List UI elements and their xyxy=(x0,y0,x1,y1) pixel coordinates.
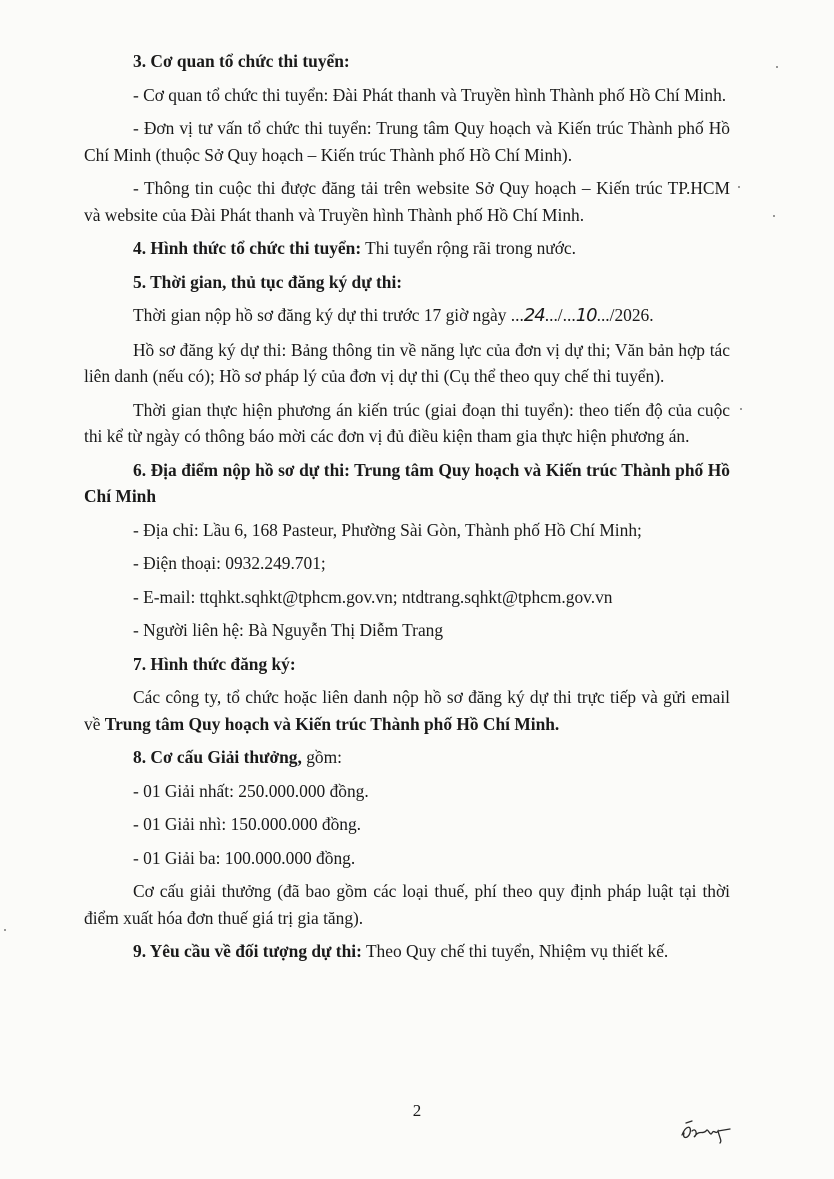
handwritten-day: 24 xyxy=(523,305,545,326)
prize-second: - 01 Giải nhì: 150.000.000 đồng. xyxy=(133,814,361,834)
section-8-line xyxy=(84,744,730,771)
section-3-heading: 3. Cơ quan tổ chức thi tuyển: xyxy=(133,51,350,71)
prize-third: - 01 Giải ba: 100.000.000 đồng. xyxy=(133,847,356,868)
handwritten-month: 10 xyxy=(575,305,597,326)
section-9-line xyxy=(84,938,730,965)
email-line: - E-mail: ttqhkt.sqhkt@tphcm.gov.vn; ntdtrang.sqhkt@tphcm.gov.vn xyxy=(133,586,613,607)
phone-line: - Điện thoại: 0932.249.701; xyxy=(133,553,326,573)
page-number: 2 xyxy=(412,1101,422,1120)
registration-text: Các công ty, tổ chức hoặc liên danh nộp hồ sơ đăng ký dự thi trực tiếp và gửi email về xyxy=(84,687,730,734)
deadline-sep-2: .../2026. xyxy=(596,305,654,325)
deadline-prefix: Thời gian nộp hồ sơ đăng ký dự thi trước 17 giờ ngày ... xyxy=(133,305,524,325)
section-7-heading: 7. Hình thức đăng ký: xyxy=(133,653,296,674)
section-4-heading: 4. Hình thức tổ chức thi tuyển: xyxy=(133,238,362,258)
registration-paragraph xyxy=(84,684,730,737)
section-4-line xyxy=(84,235,730,262)
deadline-sep-1: .../... xyxy=(544,305,576,325)
initials-signature-icon xyxy=(678,1117,734,1145)
address-line: - Địa chỉ: Lầu 6, 168 Pasteur, Phường Sài Gòn, Thành phố Hồ Chí Minh; xyxy=(133,519,642,540)
scan-speck xyxy=(776,66,778,68)
prize-first: - 01 Giải nhất: 250.000.000 đồng. xyxy=(133,780,369,801)
section-9-text: Theo Quy chế thi tuyển, Nhiệm vụ thiết kế. xyxy=(361,941,669,961)
timeline-paragraph: Thời gian thực hiện phương án kiến trúc (giai đoạn thi tuyển): theo tiến độ của cuộc thi kể từ ngày có thông báo mời các đơn vị đủ điều kiện tham gia thực hiện phương án. xyxy=(84,399,730,446)
section-8-heading-rest: gồm: xyxy=(301,747,342,767)
registration-recipient: Trung tâm Quy hoạch và Kiến trúc Thành phố Hồ Chí Minh. xyxy=(104,713,560,734)
scan-speck xyxy=(4,929,6,931)
section-6-heading: 6. Địa điểm nộp hồ sơ dự thi: Trung tâm Quy hoạch và Kiến trúc Thành phố Hồ Chí Minh xyxy=(84,459,730,506)
organizer-paragraph: - Cơ quan tổ chức thi tuyển: Đài Phát thanh và Truyền hình Thành phố Hồ Chí Minh. xyxy=(133,84,727,105)
section-9-heading: 9. Yêu cầu về đối tượng dự thi: xyxy=(133,941,362,961)
deadline-line xyxy=(84,302,730,330)
section-8-heading: 8. Cơ cấu Giải thưởng, xyxy=(133,747,302,767)
prize-note: Cơ cấu giải thưởng (đã bao gồm các loại thuế, phí theo quy định pháp luật tại thời điểm xuất hóa đơn thuế giá trị gia tăng). xyxy=(84,881,730,928)
consultant-paragraph: - Đơn vị tư vấn tổ chức thi tuyển: Trung tâm Quy hoạch và Kiến trúc Thành phố Hồ Chí Minh (thuộc Sở Quy hoạch – Kiến trúc Thành phố Hồ Chí Minh). xyxy=(84,118,730,165)
section-4-text: Thi tuyển rộng rãi trong nước. xyxy=(361,238,576,258)
scan-speck xyxy=(773,215,775,217)
contact-person-line: - Người liên hệ: Bà Nguyễn Thị Diễm Trang xyxy=(133,620,444,640)
section-5-heading: 5. Thời gian, thủ tục đăng ký dự thi: xyxy=(133,271,403,292)
dossier-paragraph: Hồ sơ đăng ký dự thi: Bảng thông tin về năng lực của đơn vị dự thi; Văn bản hợp tác liên danh (nếu có); Hồ sơ pháp lý của đơn vị dự thi (Cụ thể theo quy chế thi tuyển). xyxy=(84,339,730,386)
scan-speck xyxy=(738,186,740,188)
scan-speck xyxy=(740,408,742,410)
document-body xyxy=(84,48,730,965)
website-paragraph: - Thông tin cuộc thi được đăng tải trên website Sở Quy hoạch – Kiến trúc TP.HCM và website của Đài Phát thanh và Truyền hình Thành phố Hồ Chí Minh. xyxy=(84,178,730,225)
